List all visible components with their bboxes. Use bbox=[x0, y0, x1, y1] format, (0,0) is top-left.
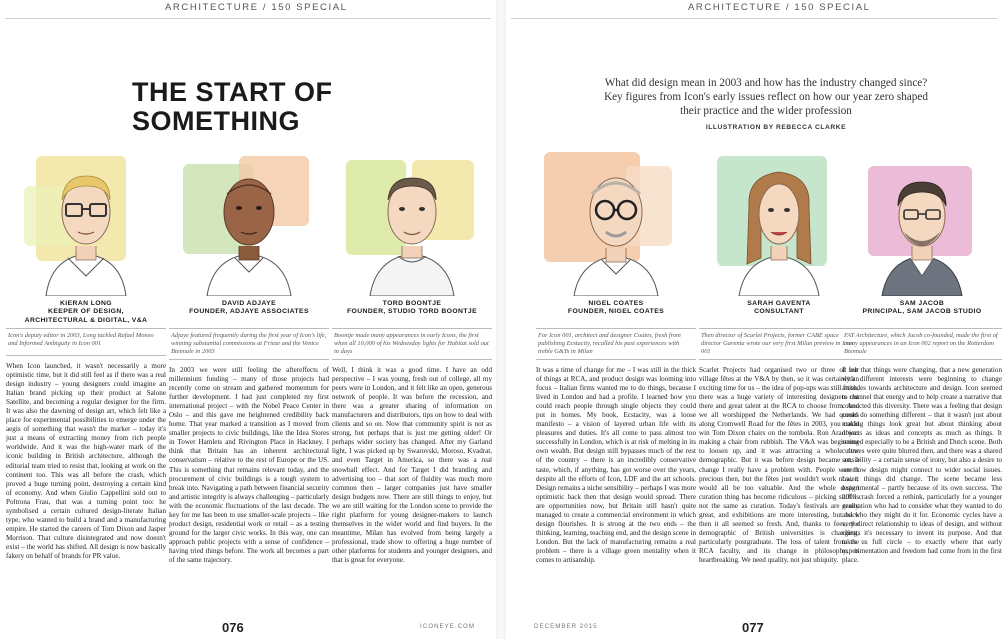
illustration-credit: ILLUSTRATION BY REBECCA CLARKE bbox=[705, 124, 847, 131]
caption-kieran-long: Icon's deputy editor in 2003, Long tackled Rafael Moneo and Informed Ambiguity in Icon 001 bbox=[6, 328, 166, 356]
caption-tord-boontje: Boontje made many appearances in early Icons, the first when all 10,000 of his Wednesday lights for Habitat sold out in days bbox=[332, 328, 492, 360]
profile-tord-boontje bbox=[332, 146, 492, 565]
body-kieran-long: When Icon launched, it wasn't necessarily a more optimistic time, but it did still feel as if there was a real design industry – young designers could imagine an Italian brand picking up their product at Salone Satellite, and becoming a regular designer for the firm. It was also the dawning of design art, which felt like a place for experimental possibilities to emerge under the aegis of something that wasn't the market – today it's just a means of extracting money from rich people worldwide. And it was the high-water mark of the iconic building in British architecture, although the editorial team tried to resist that, looking at work on the continent too. This was all before the crash, which proved a huge turning point, destroying a certain kind of economy. And when Giulio Cappellini sold out to Poltrona Frau, that was a turning point too: he symbolised a certain cultured design-literate Italian type, who wanted to build a brand and a manufacturing empire. He started the careers of Tom Dixon and Jasper Morrison. That culture disintegrated and now doesn't exist – the world has shifted. All design is now basically fakery on behalf of brands for PR value. bbox=[6, 362, 166, 560]
profile-sarah-gaventa bbox=[699, 146, 859, 565]
article-title bbox=[132, 78, 332, 136]
portrait-nigel-coates bbox=[536, 146, 696, 296]
portrait-tord-boontje bbox=[332, 146, 492, 296]
running-head-left: ARCHITECTURE / 150 SPECIAL bbox=[165, 2, 348, 13]
right-page bbox=[506, 0, 1002, 639]
illustration-kieran-long bbox=[6, 146, 166, 296]
footer-date: DECEMBER 2015 bbox=[534, 623, 598, 630]
left-page bbox=[0, 0, 496, 639]
page-number-right: 077 bbox=[742, 620, 764, 635]
spine-gutter bbox=[496, 0, 506, 639]
profile-sam-jacob bbox=[842, 146, 1002, 565]
illustration-tord-boontje bbox=[332, 146, 492, 296]
caption-nigel-coates: For Icon 001, architect and designer Coates, fresh from publishing Ecstacity, recalled his past experiences with treble G&Ts in Milan bbox=[536, 328, 696, 360]
portrait-sarah-gaventa bbox=[699, 146, 859, 296]
portrait-david-adjaye bbox=[169, 146, 329, 296]
caption-sam-jacob: FAT Architecture, which Jacob co-founded, made the first of many appearances in an Icon 002 report on the Rotterdam Biennale bbox=[842, 328, 1002, 360]
footer-site: ICONEYE.COM bbox=[420, 623, 476, 630]
body-david-adjaye: In 2003 we were still feeling the aftereffects of millennium funding – many of those projects had recently come on stream and gathered momentum for further development. I had just completed my first international project – with the Nobel Peace Center in Oslo – and this gave me heightened credibility back home. That year marked a transition as I moved from smaller projects to civic buildings, like the Idea Stores in Tower Hamlets and Rivington Place in Hackney. I think that Britain has an inherent architectural conservatism – relative to the rest of Europe or the US. This is something that remains relevant today, and the procurement of civic buildings is a tough system to break into. Navigating a path between financial security and artistic integrity is always challenging – particularly with the economic fluctuations of the last decade. The key for me has been to use smaller-scale projects – like product design, residential work or retail – as a testing ground for the larger civic works. In this way, one can approach public projects with a sense of confidence – having tried things before. The work all becomes a part of the same trajectory. bbox=[169, 366, 329, 564]
profile-nigel-coates bbox=[536, 146, 696, 565]
illustration-david-adjaye bbox=[169, 146, 329, 296]
caption-sarah-gaventa: Then director of Scarlet Projects, former CABE space director Gaventa wrote our very first Milan preview in Icon 001 bbox=[699, 328, 859, 360]
illustration-nigel-coates bbox=[536, 146, 696, 296]
name-sarah-gaventa: SARAH GAVENTA CONSULTANT bbox=[747, 300, 811, 316]
name-nigel-coates: NIGEL COATES FOUNDER, NIGEL COATES bbox=[567, 300, 665, 316]
name-kieran-long: KIERAN LONG KEEPER OF DESIGN, ARCHITECTURAL & DIGITAL, V&A bbox=[24, 300, 148, 324]
title-line-1: THE START OF bbox=[132, 77, 333, 107]
illustration-sam-jacob bbox=[842, 146, 1002, 296]
running-head-right: ARCHITECTURE / 150 SPECIAL bbox=[688, 2, 871, 13]
body-sam-jacob: It felt that things were changing, that a new generation with different interests were beginning to change attitudes towards architecture and design. Icon seemed to channel that energy and to help create a narrative that connected this diversity. There was a feeling that design could do something different – that it wasn't just about making things look great but about thinking about objects as ideas and concepts as much as things. It seemed especially to be a British and Dutch scene. Both cultures were quite blurred then, and there was a shared sensibility – a certain sense of irony, but also a desire to see how design might connect to wider social issues. Later, things did change. The scene became less experimental – partly because of its own success. The 2008 crash forced a rethink, particularly for a younger generation who had to consider what they wanted to do and who they might do it for. Economic cycles have a very direct relationship to ideas of design, and without clients it's necessary to invent its purpose. And that takes us full circle – to exactly where that early experimentation and freedom had come from in the first place. bbox=[842, 366, 1002, 564]
name-tord-boontje: TORD BOONTJE FOUNDER, STUDIO TORD BOONTJE bbox=[346, 300, 478, 316]
portrait-kieran-long bbox=[6, 146, 166, 296]
standfirst: What did design mean in 2003 and how has the industry changed since? Key figures from Icon's early issues reflect on how our year zero shaped their practice and the wider profession bbox=[604, 77, 928, 117]
page-number-left: 076 bbox=[222, 620, 244, 635]
name-david-adjaye: DAVID ADJAYE FOUNDER, ADJAYE ASSOCIATES bbox=[189, 300, 309, 316]
body-tord-boontje: Well, I think it was a good time. I have an odd perspective – I was young, fresh out of college, all my peers were in London, and it felt like an open, generous network of people. It was before the recession, and there was a greater sharing of information on manufacturers and distributors, tips on how to deal with clients and so on. Now that community spirit is not as strong, but perhaps that is just me getting older! Or perhaps wider society has changed. After my Garland light, I was picked up by Swarovski, Moroso, Kvadrat, and even Target in America, so there was a real snowball effect. And for Target I did branding and advertising too – that sort of fluidity was much more common then – larger companies just have smaller design budgets now. There are still things to enjoy, but we are still waiting for the London scene to provide the right platform for young designer-makers to launch themselves in the wider world and find buyers. In the meantime, Milan has evolved from being largely a professional, trade show to offering a huge number of other platforms for students and younger designers, and that is great for everyone. bbox=[332, 366, 492, 564]
header-rule-left bbox=[5, 18, 491, 19]
profile-david-adjaye bbox=[169, 146, 329, 565]
caption-david-adjaye: Adjaye featured frequently during the first year of Icon's life, winning substantial commissions at Frieze and the Venice Biennale in 2003 bbox=[169, 328, 329, 360]
name-sam-jacob: SAM JACOB PRINCIPAL, SAM JACOB STUDIO bbox=[862, 300, 982, 316]
body-nigel-coates: It was a time of change for me – I was still in the thick of things at RCA, and product design was looming into focus – Italian firms wanted me to do things, because I lived in London and had a profile. I learned how you could reach people through single objects they could put in homes. My book, Ecstacity, was a loose manifesto – a vision of layered urban life with its pleasures and duties. It's all come to pass almost too successfully in London, which is at risk of melting in its own wealth. But design still bypasses much of the rest of the country – there is an incredibly conservative taste, which, if anything, has got worse over the years, despite all the efforts of Icon, LDF and the art schools. Design remains a niche sensibility – perhaps I was more optimistic back then that design would spread. There are opportunities now, but Britain still hasn't quite managed to create a commercial environment in which design flourishes. It is strong at the two ends – the thinking, learning, teaching end, and the design scene in London. But the lack of manufacturing remains a real problem – there is a village green mentality when it comes to artisanship. bbox=[536, 366, 696, 564]
portrait-sam-jacob bbox=[842, 146, 1002, 296]
profile-kieran-long bbox=[6, 146, 166, 561]
header-rule-right bbox=[511, 18, 997, 19]
illustration-sarah-gaventa bbox=[699, 146, 859, 296]
title-line-2: SOMETHING bbox=[132, 106, 301, 136]
body-sarah-gaventa: Scarlet Projects had organised two or three of our village fêtes at the V&A by then, so it was certainly an exciting time for us – the idea of pop-ups was still fresh, there was a huge variety of interesting designers out there and great talent at the RCA to choose from. And we all worshipped the Netherlands. We had queues along Cromwell Road for the fêtes in 2003, you could win Tom Dixon chairs on the tombola. Ron Arad was making a chair from rubbish. The V&A was beginning to loosen up, and it was attracting a whole new demographic. But it was before design became art, a change I really have a problem with. People weren't precious then, but the fêtes just wouldn't work now, it would all be too valuable. And the whole design curation thing has become ridiculous – picking stuff is not the same as curation. Today's festivals are really great, and exhibitions are more interesting, but back then it all seemed so fresh. And, thanks to fees, the demographic of British universities is changing, particularly postgraduate. The loss of talent from the RCA faculty, and its change in philosophy, is heartbreaking. We need quality, not just ubiquity. bbox=[699, 366, 859, 564]
